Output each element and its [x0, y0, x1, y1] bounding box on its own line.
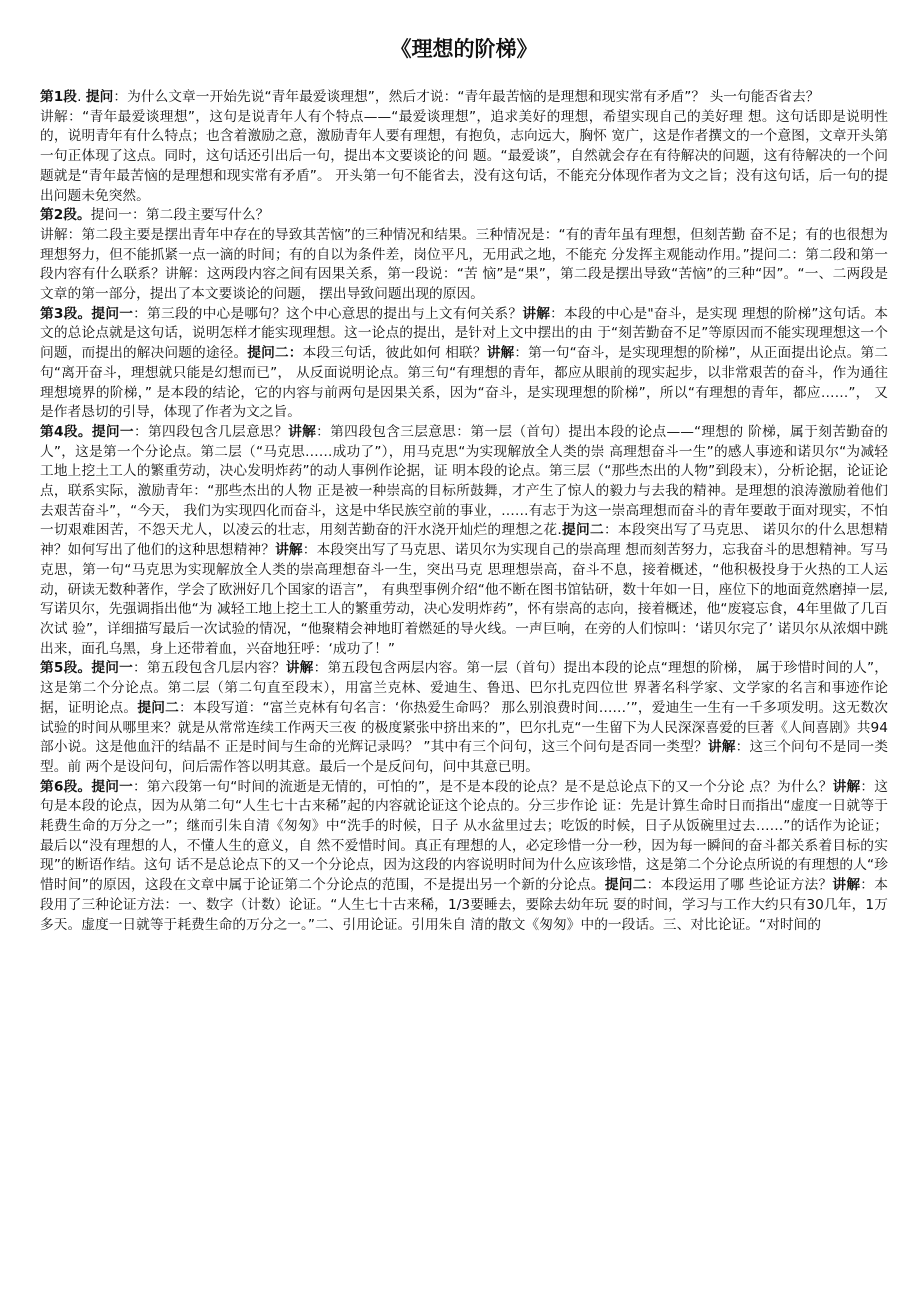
text-run: ：第四段包含三层意思：第一层（首句）提出本段的论点——“理想的 阶梯，属于刻苦勤奋的人”，这是第一个分论点。第二层（“马克思……成功了”），用马克思“为实现解放全人类的崇 高理想奋斗一生”的感人事迹和诺贝尔“为减轻工地上挖土工人的繁重劳动，决心发明炸药”的动人事例作论据，证 明本段的论点。第三层（“那些杰出的人物”到段末），分析论据，论证论点，联系实际，激励青年：“那些杰出的人物 正是被一种崇高的目标所鼓舞，才产生了惊人的毅力与去我的精神。是理想的浪涛激励着他们去艰苦奋斗”，“今天， 我们为实现四化而奋斗，这是中华民族空前的事业，……有志于为这一崇高理想而奋斗的青年要敢于面对现实，不怕 一切艰难困苦，不怨天尤人，以凌云的壮志，用刻苦勤奋的汗水浇开灿烂的理想之花.	[40, 423, 889, 539]
paragraph	[40, 88, 888, 108]
document-body	[40, 88, 888, 935]
text-run: ：第四段包含几层意思？	[133, 423, 289, 440]
text-run: 提问一：第二段主要写什么？	[90, 207, 270, 224]
text-run: ：本段的中心是"奋斗，是实现 理想的阶梯”这句话。本文的总论点就是这句话，说明怎样才能实现理想。这一论点的提出，是针对上文中摆出的由 于“刻苦勤奋不足”等原因而不能实现理想这一个问题，而提出的解决问题的途径。	[40, 305, 889, 362]
text-run: ：本段突出写了马克思、 诺贝尔的什么思想精神？如何写出了他们的这种思想精神？	[40, 522, 888, 559]
text-run: ：为什么文章一开始先说“青年最爱谈理想”，然后才说：“青年最苦恼的是理想和现实常有矛盾”？ 头一句能否省去？	[113, 89, 820, 105]
text-run: ：第六段第一句“时间的流逝是无情的，可怕的”，是不是本段的论点？是不是总论点下的又一个分论 点？为什么？	[133, 778, 833, 795]
paragraph	[40, 206, 888, 226]
bold-label: 讲解	[285, 660, 314, 677]
bold-label: 讲解	[522, 305, 551, 322]
bold-label: 讲解	[832, 877, 861, 894]
bold-label: 第2段。	[40, 207, 91, 224]
document-page	[40, 0, 888, 935]
bold-label: 讲解	[275, 542, 303, 559]
bold-label: 提问二	[561, 522, 604, 539]
bold-label: 提问二：	[247, 345, 303, 362]
text-run: ：第一句“奋斗，是实现理想的阶梯”，从正面提出论点。第二句“离开奋斗，理想就只能是幻想而已”， 从反面说明论点。第三句“有理想的青年，都应从眼前的现实起步，以非常艰苦的奋斗，作为通往理想境界的阶梯，” 是本段的结论，它的内容与前两句是因果关系，因为“奋斗，是实现理想的阶梯”，所以“有理想的青年，都应……”， 又是作者恳切的引导，体现了作者为文之旨。	[40, 345, 888, 421]
text-run: 讲解：“青年最爱谈理想”，这句是说青年人有个特点——“最爱谈理想”，追求美好的理想，希望实现自己的美好理 想。这句话即是说明性的，说明青年有什么特点；也含着激励之意，激励青年人要有理想，有抱负，志向远大，胸怀 宽广，这是作者撰文的一个意图，文章开头第一句正体现了这点。同时，这句话还引出后一句，提出本文要谈论的问 题。“最爱谈”，自然就会存在有待解决的问题，这有待解决的一个问题就是“青年最苦恼的是理想和现实常有矛盾”。 开头第一句不能省去，没有这句话，不能充分体现作者为文之旨；没有这句话，后一句的提出问题未免突然。	[40, 108, 888, 204]
bold-label: 提问二	[137, 699, 180, 716]
bold-label: 讲解	[486, 345, 515, 362]
bold-label: 讲解	[288, 423, 317, 440]
text-run: ：第五段包含两层内容。第一层（首句）提出本段的论点“理想的阶梯， 属于珍惜时间的人”，这是第二个分论点。第二层（第二句直至段末），用富兰克林、爱迪生、鲁迅、巴尔扎克四位世 界著名科学家、文学家的名言和事迹作论据，证明论点。	[40, 660, 888, 716]
bold-label: 讲解	[832, 778, 861, 795]
bold-label: 第4段。提问一	[40, 423, 134, 440]
text-run: ：本段突出写了马克思、诺贝尔为实现自己的崇高理 想而刻苦努力，忘我奋斗的思想精神。写马克思，第一句“马克思为实现解放全人类的崇高理想奋斗一生，突出马克 思理想崇高，奋斗不息，接着概述，“他积极投身于火热的工人运动，研读无数种著作，学会了欧洲好几个国家的语言”， 有典型事例介绍“他不断在图书馆钻研，数十年如一日，座位下的地面竟然磨掉一层,写诺贝尔，先强调指出他“为 减轻工地上挖土工人的繁重劳动，决心发明炸药”，怀有崇高的志向，接着概述，他“废寝忘食，4年里做了几百次试 验”，详细描写最后一次试验的情况，“他聚精会神地盯着燃延的导火线。一声巨响，在旁的人们惊叫：‘诺贝尔完了’ 诺贝尔从浓烟中跳出来，面孔乌黑，身上还带着血，兴奋地狂呼：‘成功了！”	[40, 542, 888, 657]
paragraph	[40, 305, 888, 423]
text-run: .	[77, 89, 86, 105]
text-run: ：本段写道：“富兰克林有句名言：‘你热爱生命吗？ 那么别浪费时间……’”，爱迪生一生有一千多项发明。这无数次试验的时间从哪里来？就是从常常连续工作两天三夜 的极度紧张中挤出来的”，巴尔扎克“一生留下为人民深深喜爱的巨著《人间喜剧》共94部小说。这是他血汗的结晶不 正是时间与生命的光辉记录吗？ ”其中有三个问句，这三个问句是否同一类型？	[40, 699, 888, 756]
paragraph	[40, 423, 888, 659]
text-run: ：这三个问句不是同一类型。前 两个是设问句，问后需作答以明其意。最后一个是反问句，问中其意已明。	[40, 739, 888, 775]
text-run: ：本段运用了哪 些论证方法？	[646, 877, 833, 894]
paragraph	[40, 108, 888, 207]
paragraph	[40, 226, 888, 305]
bold-label: 提问	[85, 89, 114, 105]
text-run: 本段三句话，彼此如何 相联？	[302, 345, 487, 362]
paragraph	[40, 778, 888, 936]
bold-label: 第6段。提问一	[40, 778, 134, 795]
text-run: ：本段用了三种论证方法：一、数字（计数）论证。“人生七十古来稀，1/3要睡去，要除去幼年玩 耍的时间，学习与工作大约只有30几年，1万多天。虚度一日就等于耗费生命的万分之一。”二、引用论证。引用朱自 清的散文《匆匆》中的一段话。三、对比论证。“对时间的	[40, 877, 888, 933]
bold-label: 讲解	[707, 739, 736, 756]
text-run: 讲解：第二段主要是摆出青年中存在的导致其苦恼”的三种情况和结果。三种情况是：“有的青年虽有理想，但刻苦勤 奋不足；有的也很想为理想努力，但不能抓紧一点一滴的时间；有的自以为条件差，岗位平凡，无用武之地，不能充 分发挥主观能动作用。”提问二：第二段和第一段内容有什么联系？讲解：这两段内容之间有因果关系，第一段说：“苦 恼”是“果”，第二段是摆出导致“苦恼”的三种“因”。“一、二两段是文章的第一部分，提出了本文要谈论的问题， 摆出导致问题出现的原因。	[40, 226, 888, 303]
paragraph	[40, 659, 888, 777]
text-run: ：第三段的中心是哪句？这个中心意思的提出与上文有何关系？	[133, 305, 523, 322]
bold-label: 提问二	[604, 877, 647, 894]
document-title: 《理想的阶梯》	[390, 37, 538, 61]
bold-label: 第1段	[40, 89, 78, 105]
text-run: ：第五段包含几层内容？	[133, 660, 286, 677]
bold-label: 第5段。提问一	[40, 660, 134, 677]
text-run: ：这句是本段的论点，因为从第二句“人生七十古来稀”起的内容就论证这个论点的。分三步作论 证：先是计算生命时日而指出“虚度一日就等于耗费生命的万分之一”；继而引朱自清《匆匆》中“洗手的时候，日子 从水盆里过去；吃饭的时候，日子从饭碗里过去……”的话作为论证；最后以“没有理想的人，不懂人生的意义，自 然不爱惜时间。真正有理想的人，必定珍惜一分一秒，因为每一瞬间的奋斗都关系着目标的实现”的断语作结。这句 话不是总论点下的又一个分论点，因为这段的内容说明时间为什么应该珍惜，这是第二个分论点所说的有理想的人“珍 惜时间”的原因，这段在文章中属于论证第二个分论点的范围，不是提出另一个新的分论点。	[40, 778, 888, 894]
bold-label: 第3段。提问一	[40, 305, 134, 322]
